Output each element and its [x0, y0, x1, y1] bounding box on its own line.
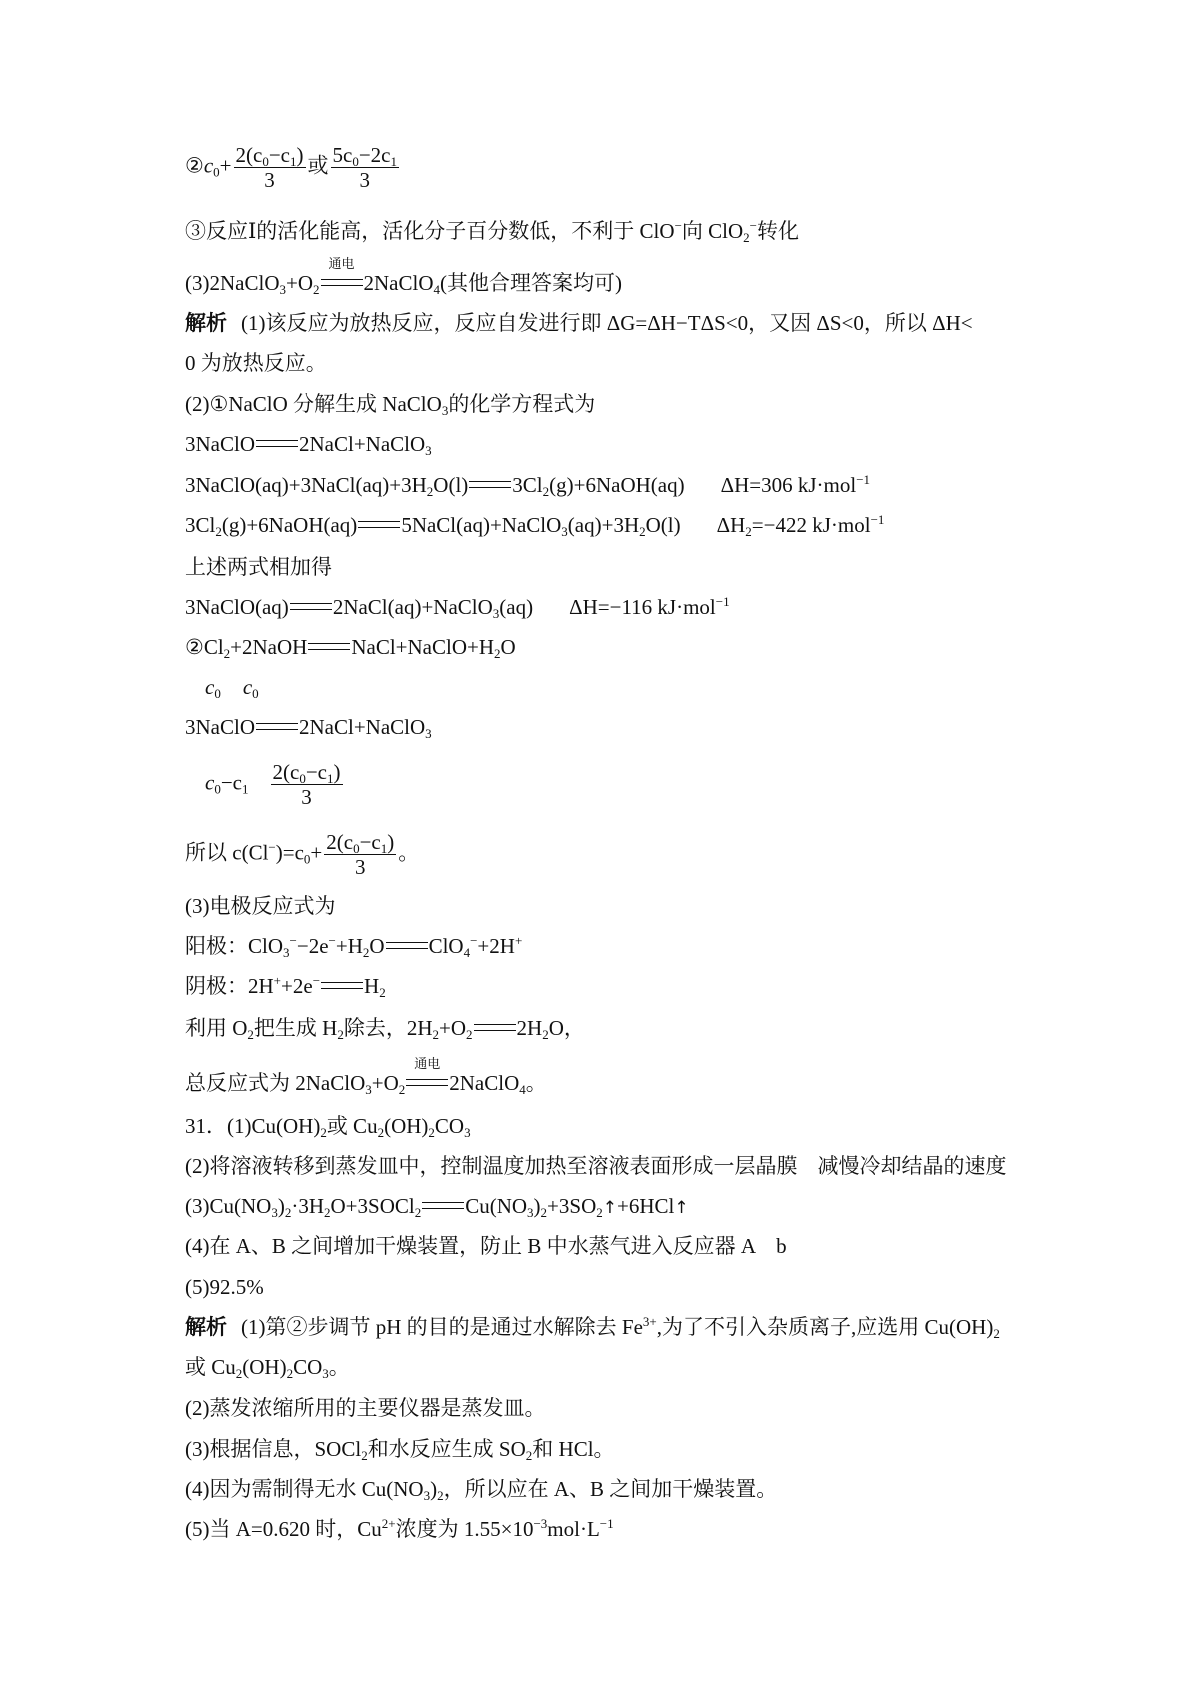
text: 2NaCl+NaClO	[299, 715, 426, 739]
text: 2	[540, 1205, 548, 1220]
text: 。	[328, 1355, 350, 1379]
text: 2	[215, 524, 222, 539]
text: 0	[214, 686, 221, 701]
text: 0 为放热反应。	[185, 351, 327, 375]
text: 3+	[642, 1314, 657, 1329]
text: mol·L	[547, 1517, 600, 1541]
text: 2	[639, 524, 646, 539]
reaction-equals	[421, 1193, 465, 1219]
text: 把生成 H	[253, 1016, 338, 1040]
text: 3NaClO	[185, 432, 255, 456]
equation-line	[185, 973, 386, 999]
text: −2e	[296, 934, 329, 958]
gas-arrow-icon: ↑	[674, 1198, 689, 1218]
text: 0	[262, 154, 269, 169]
text: 浓度为 1.55×10	[395, 1517, 534, 1541]
text: (aq)	[499, 595, 534, 619]
text: (3)Cu(NO	[185, 1194, 272, 1218]
text: 5c	[332, 143, 353, 167]
text: )	[387, 830, 395, 854]
text: )	[333, 760, 341, 784]
text: Cu(NO	[465, 1194, 528, 1218]
text: 1	[380, 841, 388, 856]
text: 2	[337, 1027, 344, 1042]
reaction-equals	[473, 1015, 517, 1041]
text: −	[749, 218, 758, 233]
text-line	[185, 1015, 585, 1041]
answer-31-1	[185, 1113, 471, 1139]
text: 2	[494, 646, 501, 661]
text: c	[203, 153, 214, 178]
text: ②Cl	[185, 635, 224, 659]
reaction-equals	[320, 973, 364, 999]
text: O，	[548, 1016, 585, 1040]
text: −	[312, 973, 321, 988]
text: 2(c	[272, 760, 300, 784]
text: ΔH=306 kJ·mol	[720, 473, 857, 497]
text-line	[185, 893, 336, 919]
text: O+3SOCl	[330, 1194, 415, 1218]
text-line	[185, 830, 419, 879]
text: 3	[322, 1366, 329, 1381]
text: 3NaClO(aq)	[185, 595, 289, 619]
answer-2-2	[185, 143, 401, 192]
text: 5NaCl(aq)+NaClO	[401, 513, 562, 537]
text: 3	[301, 785, 312, 809]
text: 3	[561, 524, 568, 539]
text: 2NaCl(aq)+NaClO	[332, 595, 493, 619]
quantity-line	[205, 760, 345, 809]
text: 阴极：2H	[185, 974, 274, 998]
text: −	[328, 933, 336, 948]
text: =−422 kJ·mol	[751, 513, 871, 537]
text: 2	[525, 1448, 533, 1463]
reaction-equals	[255, 714, 299, 740]
text: c	[242, 675, 253, 699]
text: 4	[433, 282, 440, 297]
equation-line	[185, 512, 884, 538]
text: O(l)	[433, 473, 469, 497]
text: 向 ClO	[681, 219, 744, 243]
reaction-equals	[289, 594, 333, 620]
text: (1)第②步调节 pH 的目的是通过水解除去 Fe	[241, 1315, 643, 1339]
text-line	[185, 350, 327, 376]
text: 2	[993, 1326, 1000, 1341]
text: 3NaClO	[185, 715, 255, 739]
text: 2+	[381, 1516, 396, 1531]
analysis-label: 解析	[185, 1315, 227, 1339]
text: 2NaClO	[449, 1071, 520, 1095]
answer-31-3	[185, 1193, 689, 1221]
text: 3	[425, 726, 432, 741]
text: 2	[542, 484, 550, 499]
text: 3	[464, 1125, 471, 1140]
text: 0	[352, 154, 359, 169]
text: +	[219, 153, 232, 178]
text: H	[364, 974, 380, 998]
text-line	[185, 1436, 615, 1462]
text: 3	[423, 1488, 431, 1503]
text: 除去，2H	[343, 1016, 433, 1040]
text: 或 Cu	[326, 1114, 378, 1138]
text: NaCl+NaClO+H	[351, 635, 495, 659]
text-line	[185, 1057, 547, 1097]
text: 0	[353, 841, 360, 856]
equation-line	[185, 594, 730, 620]
text: )	[296, 143, 304, 167]
text: O(l)	[645, 513, 681, 537]
text: 2	[596, 1205, 603, 1220]
text: 所以 c(Cl	[185, 840, 269, 865]
text: 或 Cu	[185, 1355, 236, 1379]
condition-label: 通电	[414, 1057, 441, 1072]
gas-arrow-icon: ↑	[602, 1198, 617, 1218]
text: 3	[271, 1205, 278, 1220]
text: 2	[361, 1448, 368, 1463]
text: +O	[285, 271, 313, 295]
text: 0	[213, 164, 220, 180]
fraction	[324, 830, 396, 879]
text: +3SO	[547, 1194, 597, 1218]
equation-line	[185, 634, 516, 660]
text: +6HCl	[617, 1194, 675, 1218]
text: 3NaClO(aq)+3NaCl(aq)+3H	[185, 473, 427, 497]
text: (2)将溶液转移到蒸发皿中，控制温度加热至溶液表面形成一层晶膜	[185, 1154, 798, 1178]
text: +O	[371, 1071, 399, 1095]
text: −1	[870, 512, 885, 527]
answer-2-3	[185, 218, 799, 244]
text: +	[310, 840, 323, 865]
text: 和 HCl。	[532, 1437, 615, 1461]
text: 1	[290, 154, 297, 169]
text: ·3H	[291, 1194, 324, 1218]
answer-3	[185, 257, 622, 297]
text: (1)该反应为放热反应，反应自发进行即 ΔG=ΔH−TΔS<0，又因 ΔS<0，所以 ΔH<	[241, 311, 973, 335]
text: 2	[223, 646, 231, 661]
text: −	[470, 933, 478, 948]
text: O	[369, 934, 385, 958]
text: 2	[426, 484, 434, 499]
text: 3Cl	[185, 513, 216, 537]
text-line	[185, 1476, 777, 1502]
text: +2H	[477, 934, 515, 958]
text: 3	[355, 855, 366, 879]
text: ΔH	[716, 513, 746, 537]
text: 2	[362, 945, 370, 960]
text: )	[277, 1194, 285, 1218]
text: 2(c	[326, 830, 354, 854]
text: −1	[856, 472, 871, 487]
text: 0	[303, 851, 311, 867]
text: 4	[463, 945, 471, 960]
text: ClO	[428, 934, 464, 958]
reaction-equals	[357, 512, 401, 538]
text: )=c	[275, 840, 304, 865]
fraction	[331, 143, 400, 192]
text: 2	[379, 985, 386, 1000]
text: 上述两式相加得	[185, 555, 332, 579]
text: 1	[327, 771, 334, 786]
text: (3)电极反应式为	[185, 894, 336, 918]
text: ②	[185, 153, 204, 178]
text: 3	[365, 1082, 372, 1097]
text: 2NaCl+NaClO	[299, 432, 426, 456]
text: 2	[284, 1205, 292, 1220]
text-line	[185, 554, 332, 580]
fraction	[271, 760, 343, 809]
text: 0	[214, 781, 221, 797]
text: 2	[324, 1205, 331, 1220]
text: 2	[377, 1125, 385, 1140]
equation-line	[185, 431, 432, 457]
text: 2NaClO	[363, 271, 434, 295]
text-line	[185, 1516, 614, 1542]
text: 2H	[516, 1016, 543, 1040]
text: ，所以应在 A、B 之间加干燥装置。	[443, 1477, 778, 1501]
quantity-line	[205, 674, 259, 700]
text: −c	[359, 830, 381, 854]
text: 2	[542, 1027, 549, 1042]
text: 0	[252, 686, 259, 701]
text-line	[185, 1354, 350, 1380]
text: (g)+6NaOH(aq)	[221, 513, 358, 537]
text: 3	[279, 282, 286, 297]
text: )	[430, 1477, 438, 1501]
text: (g)+6NaOH(aq)	[549, 473, 685, 497]
text: (3)2NaClO	[185, 271, 280, 295]
text: −	[674, 218, 682, 233]
text: 3	[359, 168, 370, 192]
text: (4)在 A、B 之间增加干燥装置，防止 B 中水蒸气进入反应器 A	[185, 1234, 757, 1258]
text: −	[268, 839, 276, 855]
text: ΔH=−116 kJ·mol	[569, 595, 716, 619]
text: O	[500, 635, 516, 659]
analysis-1	[185, 310, 973, 336]
fraction	[234, 143, 306, 192]
answer-31-2	[185, 1153, 1006, 1179]
text: 。	[525, 1071, 547, 1095]
reaction-equals	[405, 1057, 449, 1096]
text: 利用 O	[185, 1016, 248, 1040]
text: −1	[599, 1516, 614, 1531]
text: +H	[335, 934, 363, 958]
text: 2	[235, 1366, 243, 1381]
text: 31．(1)Cu(OH)	[185, 1114, 321, 1138]
equation-line	[185, 472, 870, 498]
text: −2c	[358, 143, 391, 167]
text: (3)根据信息，SOCl	[185, 1437, 362, 1461]
text: 2	[320, 1125, 327, 1140]
text: CO	[293, 1355, 323, 1379]
text: b	[776, 1234, 787, 1258]
text: 2	[414, 1205, 422, 1220]
text: 转化	[757, 219, 800, 243]
text: 阳极：ClO	[185, 934, 284, 958]
text: 2	[743, 230, 750, 245]
reaction-equals	[255, 431, 299, 457]
text: 减慢冷却结晶的速度	[817, 1154, 1007, 1178]
text: ,为了不引入杂质离子,应选用 Cu(OH)	[656, 1315, 994, 1339]
text: +	[514, 933, 523, 948]
text: 2	[432, 1027, 440, 1042]
text: 3Cl	[512, 473, 543, 497]
text: ③反应Ⅰ的活化能高，活化分子百分数低，不利于 ClO	[185, 219, 675, 243]
text: (4)因为需制得无水 Cu(NO	[185, 1477, 424, 1501]
text: 2	[745, 524, 752, 539]
text: 2(c	[235, 143, 263, 167]
text: 2	[247, 1027, 254, 1042]
analysis-31	[185, 1314, 1000, 1340]
equation-line	[185, 714, 432, 740]
text: c	[205, 770, 215, 795]
text: (OH)	[242, 1355, 287, 1379]
text: 3	[425, 443, 432, 458]
text: 2	[428, 1125, 435, 1140]
text: 3	[283, 945, 290, 960]
condition-label: 通电	[328, 257, 355, 272]
answer-31-4	[185, 1233, 787, 1259]
text: 总反应式为 2NaClO	[185, 1071, 366, 1095]
text: 1	[390, 154, 397, 169]
text: 3	[264, 168, 275, 192]
text: (aq)+3H	[567, 513, 640, 537]
text-line	[185, 1395, 546, 1421]
text: (5)92.5%	[185, 1275, 264, 1299]
text: 1	[242, 781, 249, 797]
text: 的化学方程式为	[448, 392, 596, 416]
text: CO	[434, 1114, 465, 1138]
text: −c	[220, 770, 242, 795]
text: +	[273, 973, 282, 988]
text: (2)①NaClO 分解生成 NaClO	[185, 392, 442, 416]
text: 0	[299, 771, 306, 786]
text: 2	[313, 282, 320, 297]
text: 2	[466, 1027, 473, 1042]
text: (其他合理答案均可)	[440, 271, 622, 295]
equation-line	[185, 933, 522, 959]
text: −1	[715, 594, 730, 609]
reaction-equals	[385, 933, 429, 959]
text: 3	[492, 606, 500, 621]
reaction-equals	[320, 257, 364, 296]
answer-31-5	[185, 1274, 264, 1300]
text: −c	[268, 143, 290, 167]
text: 4	[519, 1082, 526, 1097]
text: 2	[437, 1488, 444, 1503]
text: +2e	[281, 974, 313, 998]
reaction-equals	[307, 634, 351, 660]
text: 3	[527, 1205, 534, 1220]
text: (2)蒸发浓缩所用的主要仪器是蒸发皿。	[185, 1396, 546, 1420]
text: (OH)	[384, 1114, 429, 1138]
analysis-label: 解析	[185, 311, 227, 335]
text: −c	[305, 760, 327, 784]
text: )	[533, 1194, 541, 1218]
text: 或	[307, 153, 329, 178]
text: +2NaOH	[230, 635, 308, 659]
text: −3	[533, 1516, 548, 1531]
reaction-equals	[468, 472, 512, 498]
text: 2	[286, 1366, 294, 1381]
text: 。	[398, 840, 420, 865]
text-line	[185, 391, 595, 417]
text: 2	[398, 1082, 406, 1097]
text: +O	[439, 1016, 467, 1040]
text: c	[205, 675, 215, 699]
text: (5)当 A=0.620 时，Cu	[185, 1517, 382, 1541]
text: −	[289, 933, 297, 948]
text: 和水反应生成 SO	[367, 1437, 526, 1461]
text: 3	[441, 403, 449, 418]
